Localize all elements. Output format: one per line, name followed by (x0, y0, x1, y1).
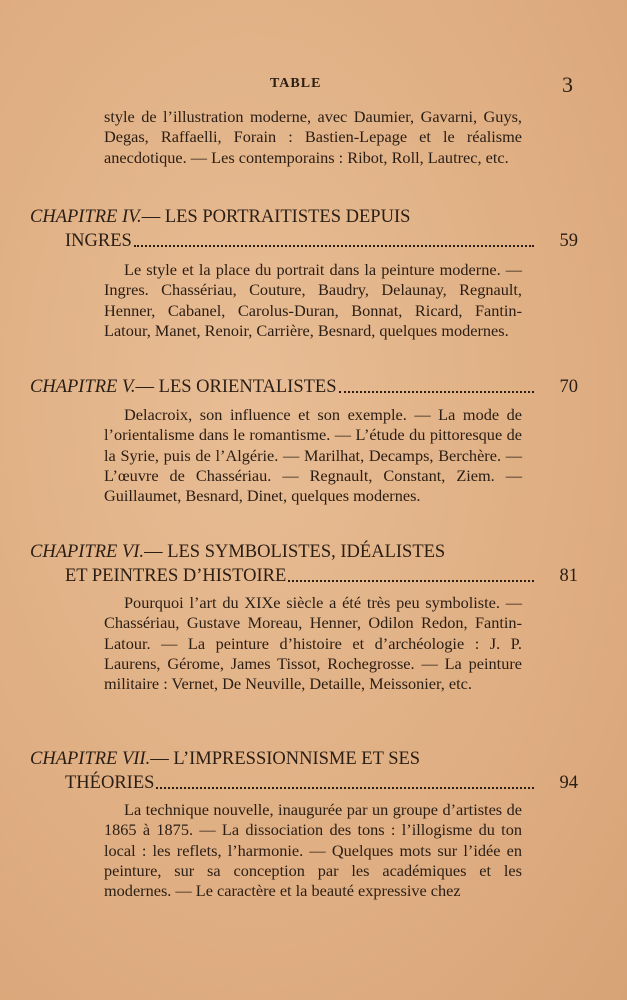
intro-paragraph: style de l’illustration moderne, avec Daumier, Gavarni, Guys, Degas, Raffaelli, Forain : Bastien-Lepage et le réalisme anecdotique. — Les contemporains : Ribot, Roll, Lautrec, etc. (104, 107, 522, 167)
chapter-iv-summary: Le style et la place du portrait dans la peinture moderne. — Ingres. Chassériau, Couture, Baudry, Delaunay, Regnault, Henner, Cabanel, Carolus-Duran, Bonnat, Ricard, Fantin-Latour, Manet, Renoir, Carrière, Besnard, quelques modernes. (104, 260, 522, 340)
dot-leader (134, 245, 534, 247)
dot-leader (156, 787, 534, 789)
chapter-vi-title-line2: ET PEINTRES D’HISTOIRE (65, 566, 287, 586)
chapter-iv-title-line2: INGRES (65, 231, 132, 251)
page-number: 3 (562, 72, 573, 97)
running-title: TABLE (270, 76, 322, 91)
chapter-vi-page: 81 (559, 566, 578, 586)
dot-leader (288, 580, 534, 582)
chapter-vii-heading (30, 747, 578, 795)
chapter-vi-heading (30, 540, 578, 588)
chapter-vi-label: CHAPITRE VI. (30, 542, 145, 562)
chapter-v-page: 70 (559, 377, 578, 397)
chapter-v-summary: Delacroix, son influence et son exemple. — La mode de l’orientalisme dans le romantisme. — L’étude du pittoresque de la Syrie, puis de l’Algérie. — Marilhat, Decamps, Berchère. — L’œuvre de Chassériau. — Regnault, Constant, Ziem. — Guillaumet, Besnard, Dinet, quelques modernes. (104, 405, 522, 506)
running-head (0, 72, 627, 97)
chapter-vi-title-line1: — LES SYMBOLISTES, IDÉALISTES (144, 542, 446, 562)
chapter-vii-summary: La technique nouvelle, inaugurée par un groupe d’artistes de 1865 à 1875. — La dissociation des tons : l’illogisme du ton local : les reflets, l’harmonie. — Quelques mots sur l’idée en peinture, sur sa conception par les académiques et les modernes. — Le caractère et la beauté expressive chez (104, 800, 522, 901)
chapter-iv-label: CHAPITRE IV. (30, 207, 142, 227)
chapter-v-label: CHAPITRE V. (30, 377, 136, 397)
dot-leader (339, 391, 534, 393)
chapter-v-heading (30, 375, 578, 399)
chapter-vii-page: 94 (559, 773, 578, 793)
chapter-iv-page: 59 (559, 231, 578, 251)
chapter-vii-title-line2: THÉORIES (65, 773, 155, 793)
chapter-vii-title-line1: — L’IMPRESSIONNISME ET SES (150, 749, 421, 769)
chapter-v-title-line1: — LES ORIENTALISTES (135, 377, 337, 397)
chapter-iv-heading (30, 205, 578, 253)
chapter-vii-label: CHAPITRE VII. (30, 749, 151, 769)
chapter-vi-summary: Pourquoi l’art du XIXe siècle a été très peu symboliste. — Chassériau, Gustave Moreau, Henner, Odilon Redon, Fantin-Latour. — La peinture d’histoire et d’archéologie : J. P. Laurens, Gérome, James Tissot, Rochegrosse. — La peinture militaire : Vernet, De Neuville, Detaille, Meissonier, etc. (104, 593, 522, 694)
chapter-iv-title-line1: — LES PORTRAITISTES DEPUIS (141, 207, 411, 227)
